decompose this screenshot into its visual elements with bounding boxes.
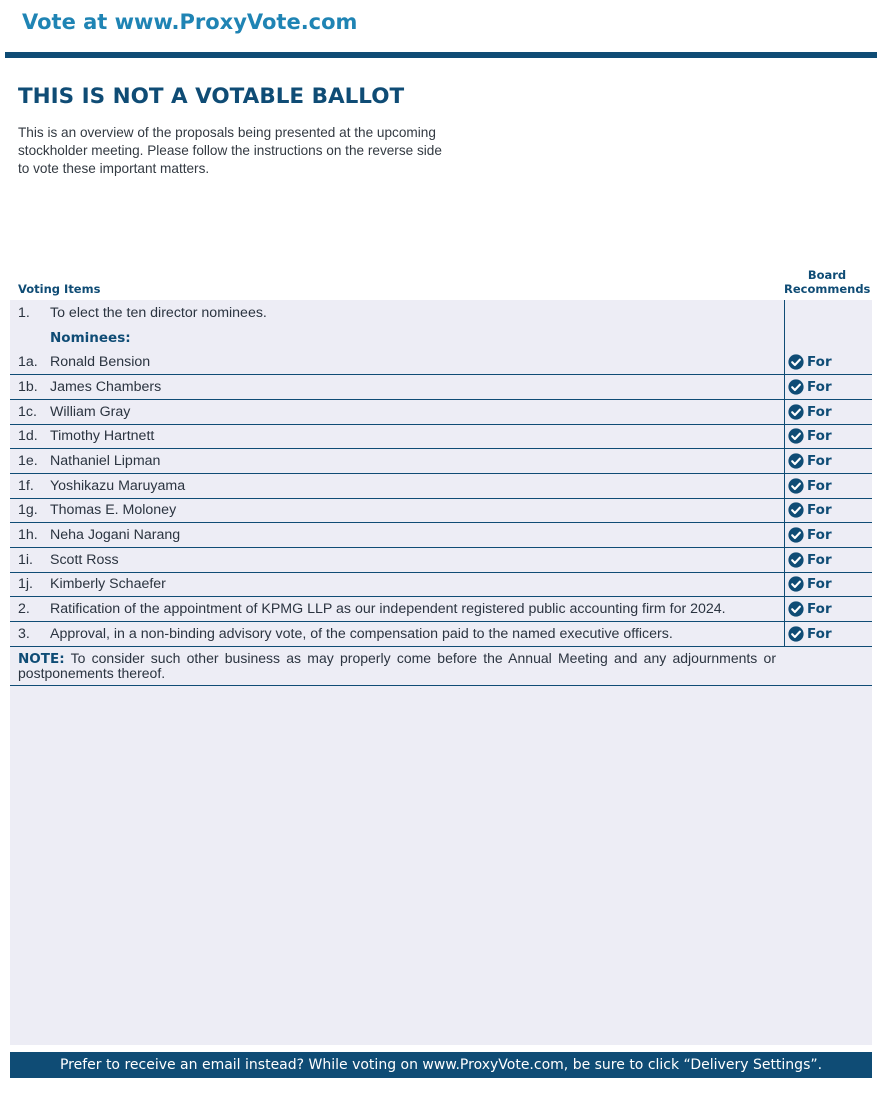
voting-item-row <box>10 400 872 425</box>
board-recommendation <box>788 601 832 617</box>
voting-item-row <box>10 597 872 622</box>
note-text: To consider such other business as may properly come before the Annual Meeting and any adjournments or postponements thereof. <box>18 650 776 681</box>
item-number: 1i. <box>18 552 33 568</box>
board-recommendation <box>788 404 832 420</box>
check-circle-icon <box>788 354 804 370</box>
recommendation-label: For <box>807 576 832 592</box>
recommendation-label: For <box>807 379 832 395</box>
item-number: 1j. <box>18 576 33 592</box>
check-circle-icon <box>788 626 804 642</box>
item-text: Timothy Hartnett <box>50 428 155 444</box>
check-circle-icon <box>788 453 804 469</box>
item-text: Approval, in a non-binding advisory vote, of the compensation paid to the named executive officers. <box>50 626 673 642</box>
recommendation-label: For <box>807 404 832 420</box>
voting-item-row <box>10 449 872 474</box>
recommendation-label: For <box>807 428 832 444</box>
voting-item-row <box>10 424 872 449</box>
recommendation-label: For <box>807 601 832 617</box>
board-recommendation <box>788 576 832 592</box>
check-circle-icon <box>788 478 804 494</box>
item-text: Ratification of the appointment of KPMG LLP as our independent registered public accounting firm for 2024. <box>50 601 726 617</box>
voting-item-row <box>10 498 872 523</box>
nominees-heading: Nominees: <box>50 330 131 346</box>
voting-item-row <box>10 350 872 375</box>
check-circle-icon <box>788 552 804 568</box>
item-number: 2. <box>18 601 30 617</box>
recommendation-label: For <box>807 354 832 370</box>
intro-paragraph: This is an overview of the proposals being presented at the upcoming stockholder meeting. Please follow the instructions on the reverse side to vote these important matters. <box>18 125 442 176</box>
item-text: To elect the ten director nominees. <box>50 305 267 321</box>
item-number: 1h. <box>18 527 38 543</box>
item-text: William Gray <box>50 404 131 420</box>
voting-items-header: Voting Items <box>18 282 101 296</box>
item-text: Ronald Bension <box>50 354 151 370</box>
board-recommendation <box>788 354 832 370</box>
item-number: 1. <box>18 305 30 321</box>
voting-item-row <box>10 572 872 597</box>
board-recommends-line2: Recommends <box>784 281 871 296</box>
check-circle-icon <box>788 576 804 592</box>
board-recommendation <box>788 527 832 543</box>
recommendation-label: For <box>807 527 832 543</box>
board-recommends-header <box>784 269 870 296</box>
board-recommendation <box>788 626 832 642</box>
proxyvote-link[interactable]: Vote at www.ProxyVote.com <box>22 10 358 34</box>
top-rule <box>5 52 877 58</box>
item-number: 1g. <box>18 502 38 518</box>
item-number: 1c. <box>18 404 37 420</box>
board-recommends-line1: Board <box>807 268 847 282</box>
voting-item-row <box>10 474 872 499</box>
page-title: THIS IS NOT A VOTABLE BALLOT <box>18 84 405 109</box>
item-number: 1d. <box>18 428 38 444</box>
item-number: 1b. <box>18 379 38 395</box>
board-recommendation <box>788 478 832 494</box>
board-recommendation <box>788 428 832 444</box>
footer-banner: Prefer to receive an email instead? While voting on www.ProxyVote.com, be sure to click “Delivery Settings”. <box>10 1052 872 1078</box>
nominees-heading-row <box>10 326 872 350</box>
item-number: 3. <box>18 626 30 642</box>
item-number: 1e. <box>18 453 38 469</box>
board-recommendation <box>788 453 832 469</box>
voting-item-row <box>10 375 872 400</box>
voting-item-row <box>10 523 872 548</box>
voting-item-row <box>10 301 872 325</box>
item-text: Thomas E. Moloney <box>50 502 177 518</box>
note-divider <box>10 685 872 686</box>
note-paragraph <box>18 651 776 680</box>
board-recommendation <box>788 552 832 568</box>
item-number: 1f. <box>18 478 34 494</box>
item-text: Nathaniel Lipman <box>50 453 161 469</box>
check-circle-icon <box>788 404 804 420</box>
check-circle-icon <box>788 502 804 518</box>
recommendation-label: For <box>807 502 832 518</box>
recommendation-label: For <box>807 453 832 469</box>
voting-item-row <box>10 548 872 573</box>
recommendation-label: For <box>807 478 832 494</box>
item-text: James Chambers <box>50 379 162 395</box>
check-circle-icon <box>788 527 804 543</box>
item-text: Kimberly Schaefer <box>50 576 166 592</box>
check-circle-icon <box>788 601 804 617</box>
item-text: Yoshikazu Maruyama <box>50 478 186 494</box>
item-text: Scott Ross <box>50 552 119 568</box>
check-circle-icon <box>788 379 804 395</box>
recommendation-label: For <box>807 626 832 642</box>
item-text: Neha Jogani Narang <box>50 527 181 543</box>
note-label: NOTE: <box>18 651 65 667</box>
item-number: 1a. <box>18 354 38 370</box>
board-recommendation <box>788 379 832 395</box>
voting-item-row <box>10 622 872 647</box>
recommendation-label: For <box>807 552 832 568</box>
board-recommendation <box>788 502 832 518</box>
check-circle-icon <box>788 428 804 444</box>
